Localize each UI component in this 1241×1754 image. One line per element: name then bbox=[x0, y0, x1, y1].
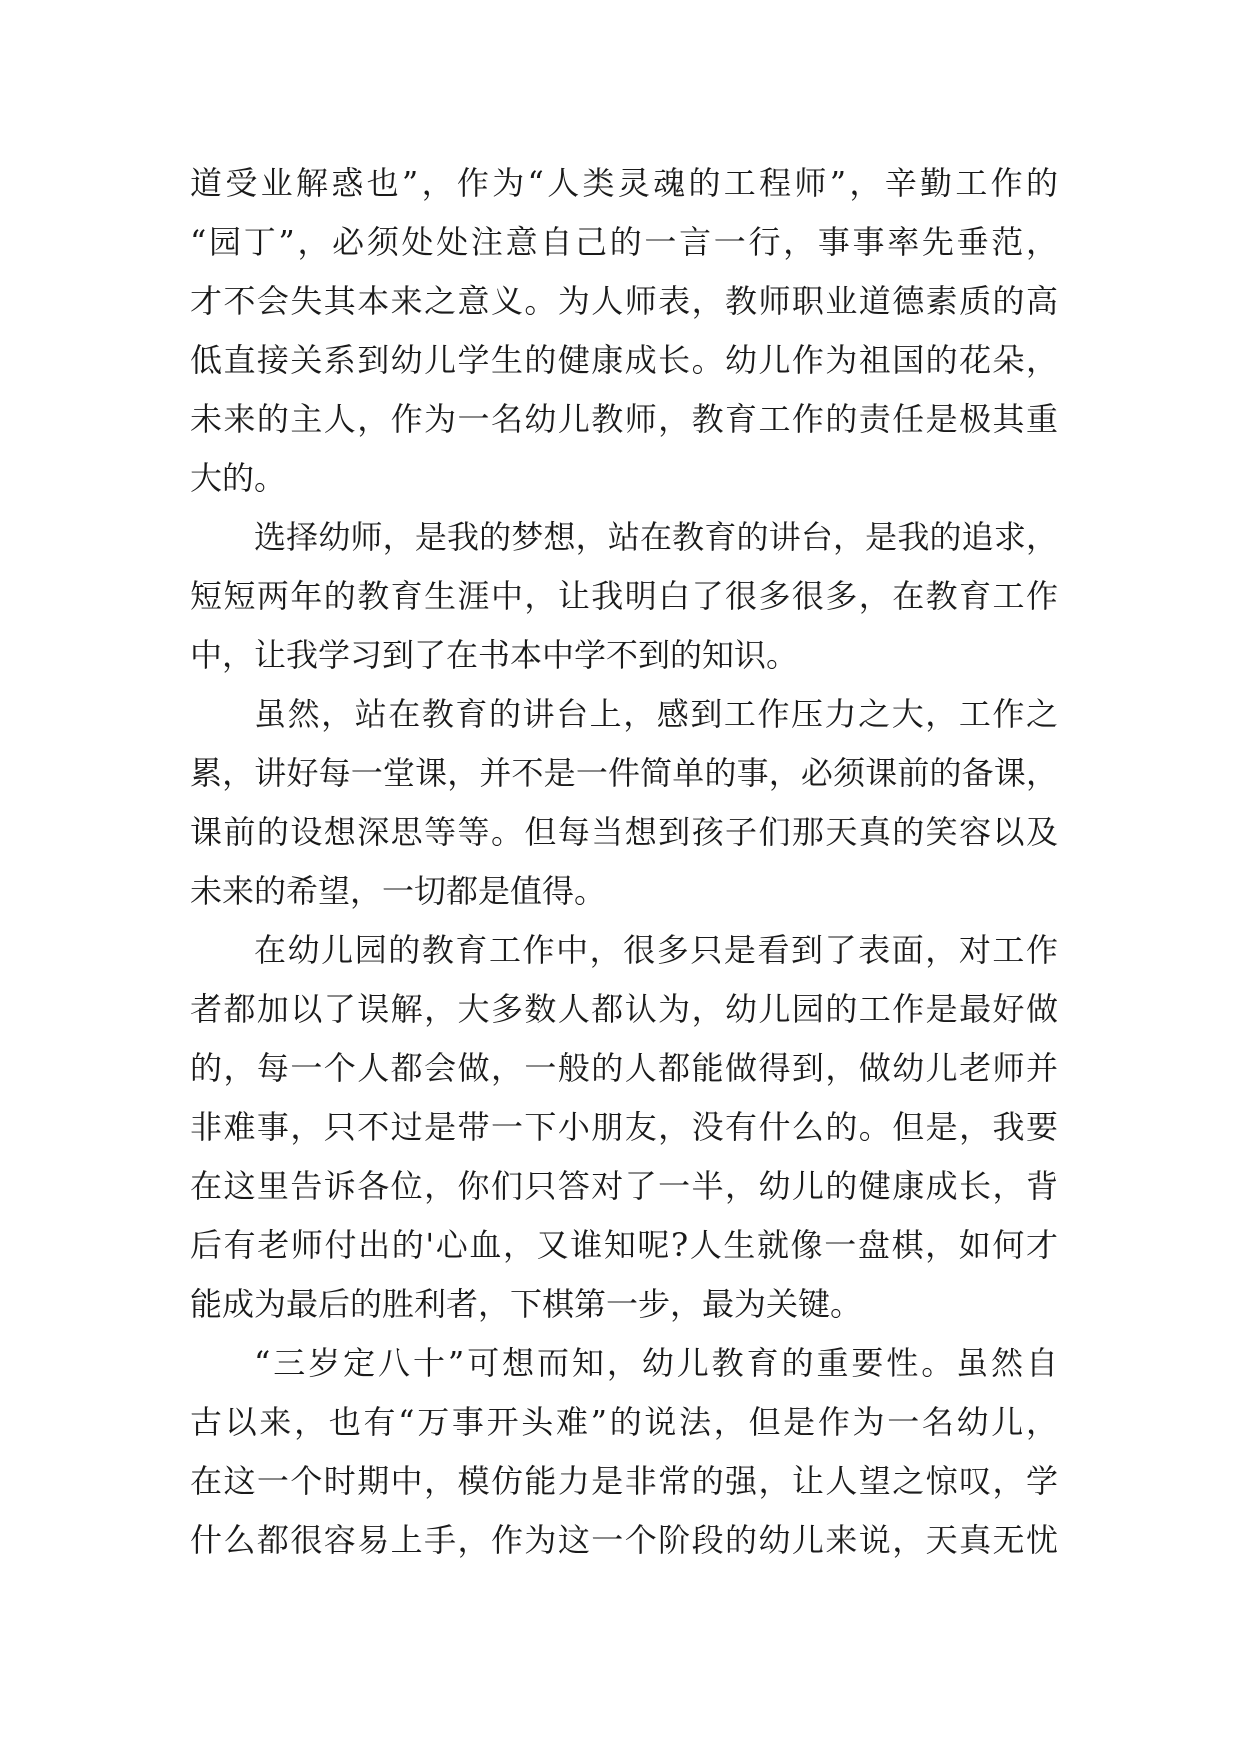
text-line: 大的。 bbox=[190, 459, 287, 497]
text-line: 古以来，也有“万事开头难”的说法，但是作为一名幼儿， bbox=[190, 1403, 1058, 1441]
text-line: 低直接关系到幼儿学生的健康成长。幼儿作为祖国的花朵， bbox=[190, 341, 1058, 379]
text-line: 的，每一个人都会做，一般的人都能做得到，做幼儿老师并 bbox=[190, 1049, 1058, 1087]
text-line: 能成为最后的胜利者，下棋第一步，最为关键。 bbox=[190, 1285, 863, 1323]
text-line: 累，讲好每一堂课，并不是一件简单的事，必须课前的备课， bbox=[190, 754, 1058, 792]
body-text bbox=[190, 154, 1058, 1570]
text-line: “园丁”，必须处处注意自己的一言一行，事事率先垂范， bbox=[190, 223, 1058, 261]
text-line: “三岁定八十”可想而知，幼儿教育的重要性。虽然自 bbox=[254, 1344, 1058, 1382]
text-line: 虽然，站在教育的讲台上，感到工作压力之大，工作之 bbox=[254, 695, 1058, 733]
text-line: 未来的主人，作为一名幼儿教师，教育工作的责任是极其重 bbox=[190, 400, 1058, 438]
text-line: 什么都很容易上手，作为这一个阶段的幼儿来说，天真无忧 bbox=[190, 1521, 1058, 1559]
text-line: 非难事，只不过是带一下小朋友，没有什么的。但是，我要 bbox=[190, 1108, 1058, 1146]
text-line: 在幼儿园的教育工作中，很多只是看到了表面，对工作 bbox=[254, 931, 1058, 969]
text-line: 课前的设想深思等等。但每当想到孩子们那天真的笑容以及 bbox=[190, 813, 1058, 851]
text-line: 未来的希望，一切都是值得。 bbox=[190, 872, 607, 910]
text-line: 在这里告诉各位，你们只答对了一半，幼儿的健康成长，背 bbox=[190, 1167, 1058, 1205]
text-line: 道受业解惑也”，作为“人类灵魂的工程师”，辛勤工作的 bbox=[190, 164, 1058, 202]
text-line: 短短两年的教育生涯中，让我明白了很多很多，在教育工作 bbox=[190, 577, 1058, 615]
text-line: 中，让我学习到了在书本中学不到的知识。 bbox=[190, 636, 799, 674]
text-line: 才不会失其本来之意义。为人师表，教师职业道德素质的高 bbox=[190, 282, 1058, 320]
text-line: 者都加以了误解，大多数人都认为，幼儿园的工作是最好做 bbox=[190, 990, 1058, 1028]
text-line: 在这一个时期中，模仿能力是非常的强，让人望之惊叹，学 bbox=[190, 1462, 1058, 1500]
text-line: 后有老师付出的'心血，又谁知呢?人生就像一盘棋，如何才 bbox=[190, 1226, 1058, 1264]
text-line: 选择幼师，是我的梦想，站在教育的讲台，是我的追求， bbox=[254, 518, 1058, 556]
